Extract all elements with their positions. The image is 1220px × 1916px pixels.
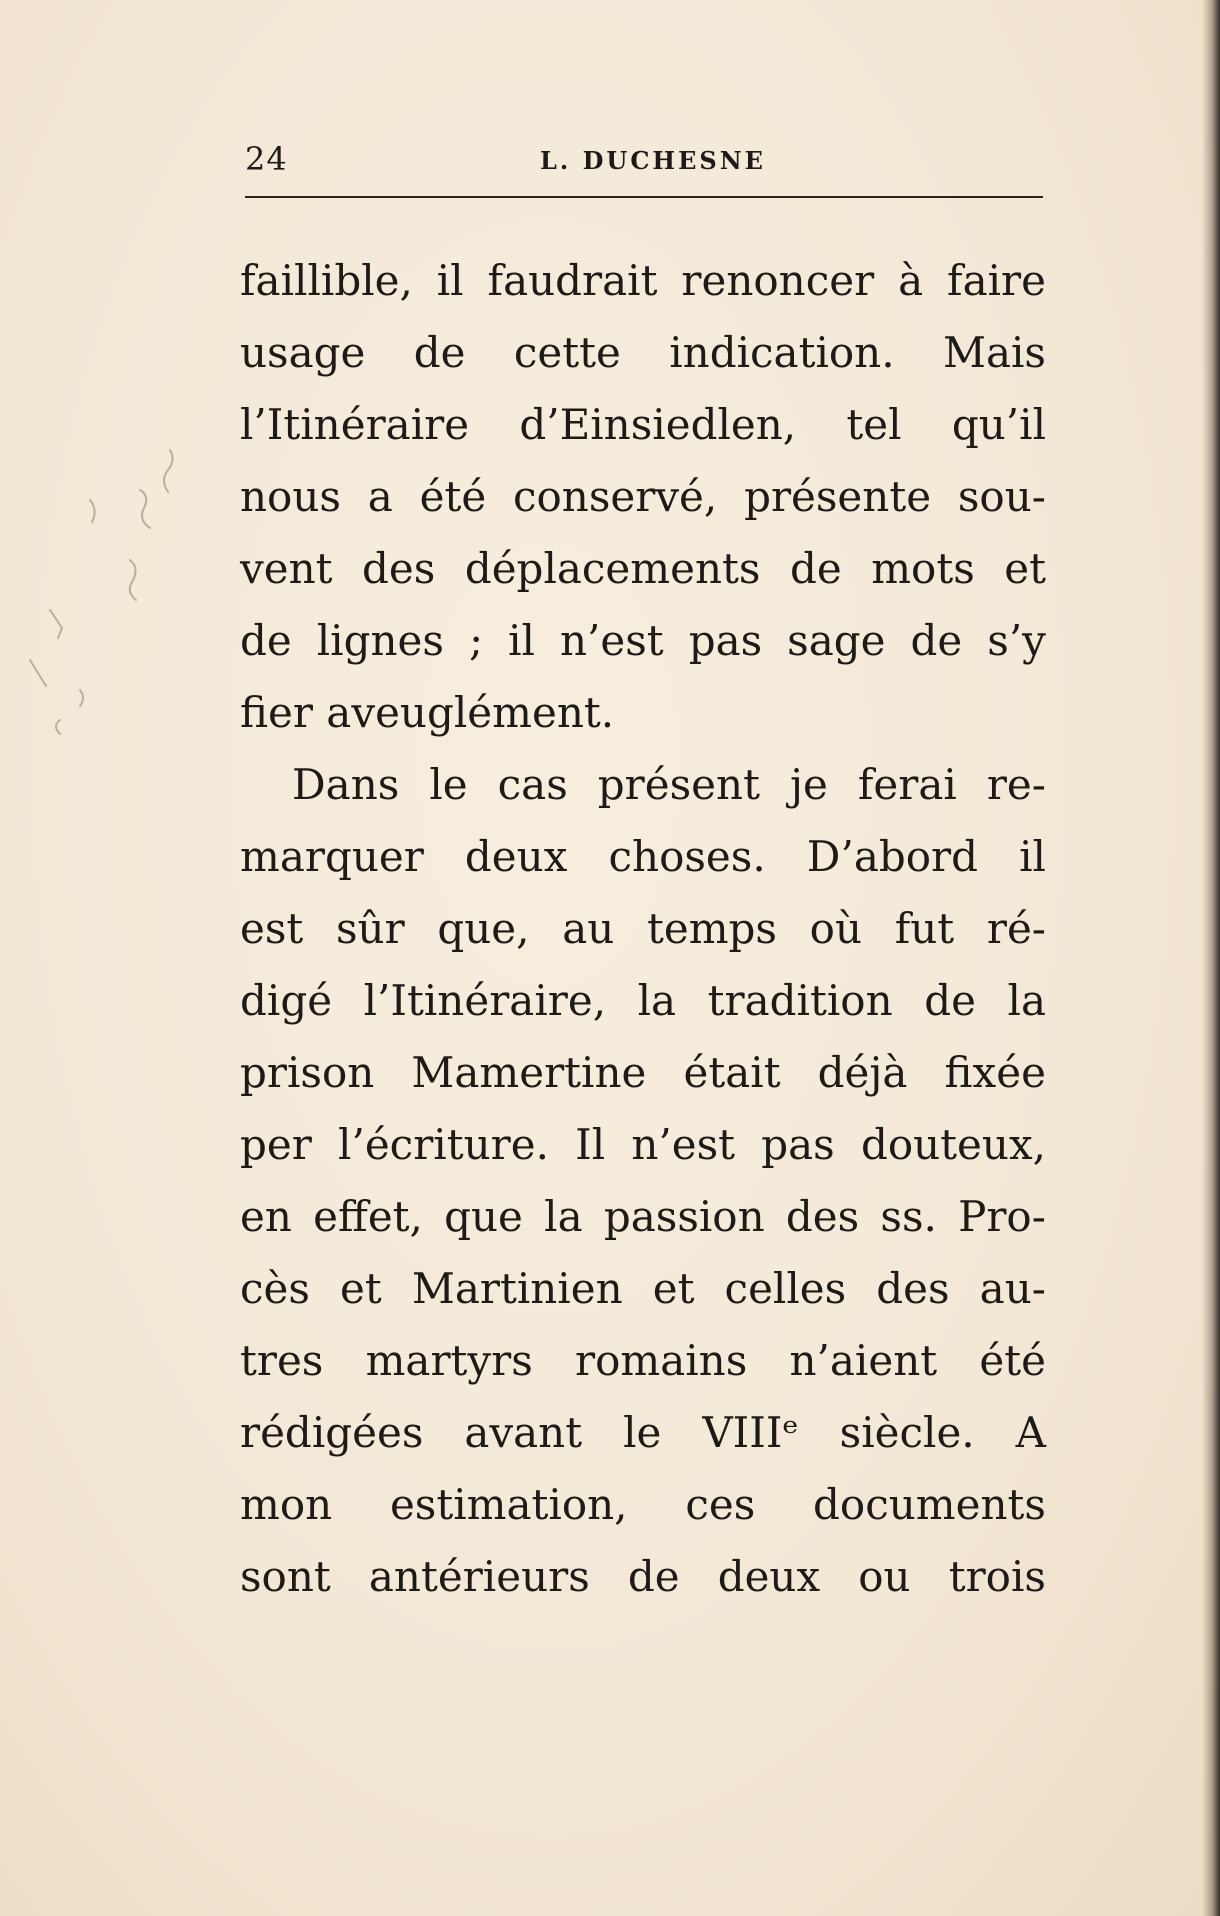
word: martyrs: [365, 1336, 533, 1385]
word: cas: [497, 760, 568, 809]
word: mon: [240, 1480, 333, 1529]
text-line: fier aveuglément.: [240, 688, 615, 737]
word: la: [1007, 976, 1046, 1025]
word: de: [910, 616, 963, 665]
word: des: [362, 544, 436, 593]
word: sont: [240, 1552, 331, 1601]
word: Martinien: [411, 1264, 623, 1313]
text-line: [240, 317, 1046, 389]
marginalia-stroke: [80, 690, 83, 706]
word: celles: [724, 1264, 847, 1313]
word: été: [979, 1336, 1046, 1385]
marginalia-stroke: [30, 660, 46, 686]
text-line: [240, 1469, 1046, 1541]
word: usage: [240, 328, 366, 377]
word: tradition: [707, 976, 893, 1025]
word: le: [623, 1408, 662, 1457]
word: de: [413, 328, 466, 377]
word: lignes: [316, 616, 444, 665]
word: des: [785, 1192, 860, 1241]
word: en: [240, 1192, 292, 1241]
word: l’Itinéraire,: [363, 976, 607, 1025]
text-line: [240, 245, 1046, 317]
text-line: [240, 1109, 1046, 1181]
word: à: [898, 256, 924, 305]
word: n’est: [560, 616, 664, 665]
word: était: [683, 1048, 781, 1097]
word: et: [340, 1264, 382, 1313]
word: douteux,: [860, 1120, 1046, 1169]
word: la: [637, 976, 677, 1025]
word: antérieurs: [368, 1552, 590, 1601]
word: deux: [717, 1552, 821, 1601]
pencil-marginalia: [20, 430, 210, 750]
word: il: [508, 616, 535, 665]
body-text: [240, 245, 1046, 1613]
word: l’Itinéraire: [240, 400, 470, 449]
word: déjà: [817, 1048, 908, 1097]
word: faire: [947, 256, 1046, 305]
word: Pro-: [958, 1192, 1046, 1241]
marginalia-stroke: [50, 610, 62, 638]
word: ces: [685, 1480, 756, 1529]
marginalia-stroke: [140, 490, 150, 528]
word: marquer: [240, 832, 424, 881]
word: déplacements: [464, 544, 761, 593]
word: le: [429, 760, 468, 809]
word: vent: [240, 544, 333, 593]
page-number: 24: [245, 140, 288, 178]
word: de: [627, 1552, 680, 1601]
word: des: [876, 1264, 950, 1313]
text-line: [240, 605, 1046, 677]
word: per: [240, 1120, 312, 1169]
word: été: [419, 472, 487, 521]
word: rédigées: [240, 1408, 424, 1457]
word: l’écriture.: [338, 1120, 549, 1169]
word: avant: [464, 1408, 583, 1457]
word: pas: [688, 616, 763, 665]
word: deux: [464, 832, 568, 881]
text-line: [240, 821, 1046, 893]
word: que,: [437, 904, 530, 953]
word: trois: [948, 1552, 1046, 1601]
word: a: [367, 472, 393, 521]
word: documents: [813, 1480, 1046, 1529]
page-header: [245, 140, 1043, 190]
word: siècle.: [839, 1408, 975, 1457]
text-line: [240, 749, 1046, 821]
word: fut: [894, 904, 955, 953]
word: de: [924, 976, 976, 1025]
word: estimation,: [389, 1480, 628, 1529]
word: s’y: [987, 616, 1046, 665]
word: n’est: [631, 1120, 736, 1169]
word: où: [809, 904, 863, 953]
word: la: [544, 1192, 583, 1241]
word: au: [562, 904, 615, 953]
word: ss.: [880, 1192, 937, 1241]
marginalia-stroke: [56, 720, 60, 734]
word: et: [652, 1264, 695, 1313]
word: cès: [240, 1264, 310, 1313]
header-rule: [245, 196, 1043, 198]
word: sûr: [335, 904, 405, 953]
word: ré-: [986, 904, 1046, 953]
word: nous: [240, 472, 341, 521]
word: au-: [979, 1264, 1046, 1313]
word: A: [1015, 1408, 1046, 1457]
text-line: [240, 1397, 1046, 1469]
text-line: [240, 389, 1046, 461]
word: prison: [240, 1048, 375, 1097]
word: ;: [468, 616, 484, 665]
word: tres: [240, 1336, 324, 1385]
word: mots: [871, 544, 975, 593]
word: cette: [513, 328, 621, 377]
marginalia-stroke: [164, 450, 173, 492]
text-line: [240, 1181, 1046, 1253]
word: est: [240, 904, 304, 953]
word: renoncer: [681, 256, 875, 305]
page-edge-shadow: [1202, 0, 1220, 1916]
word: fixée: [944, 1048, 1046, 1097]
word: Il: [575, 1120, 606, 1169]
word: re-: [986, 760, 1046, 809]
word: et: [1004, 544, 1046, 593]
word: indication.: [669, 328, 895, 377]
text-line: [240, 1253, 1046, 1325]
word: que: [444, 1192, 523, 1241]
word: d’Einsiedlen,: [519, 400, 797, 449]
word: ou: [858, 1552, 911, 1601]
word: ferai: [857, 760, 957, 809]
text-line: [240, 965, 1046, 1037]
text-line: [240, 1541, 1046, 1613]
word: qu’il: [951, 400, 1046, 449]
word: Mais: [942, 328, 1046, 377]
word: présent: [597, 760, 760, 809]
text-line: [240, 893, 1046, 965]
word: Dans: [292, 760, 400, 809]
text-line: [240, 461, 1046, 533]
word: faillible,: [240, 256, 413, 305]
word: VIIIᵉ: [702, 1408, 799, 1457]
word: effet,: [313, 1192, 423, 1241]
word: temps: [646, 904, 777, 953]
text-line: [240, 533, 1046, 605]
word: Mamertine: [411, 1048, 647, 1097]
text-line: [240, 1037, 1046, 1109]
marginalia-stroke: [90, 500, 95, 522]
word: il: [436, 256, 464, 305]
word: de: [240, 616, 292, 665]
word: choses.: [608, 832, 766, 881]
word: sou-: [957, 472, 1046, 521]
running-head: L. DUCHESNE: [540, 146, 766, 175]
word: passion: [603, 1192, 765, 1241]
word: présente: [744, 472, 932, 521]
word: faudrait: [487, 256, 658, 305]
word: digé: [240, 976, 333, 1025]
word: conservé,: [512, 472, 718, 521]
word: de: [789, 544, 842, 593]
marginalia-stroke: [130, 560, 136, 600]
word: sage: [787, 616, 886, 665]
word: romains: [575, 1336, 748, 1385]
word: tel: [846, 400, 902, 449]
text-line: [240, 1325, 1046, 1397]
word: il: [1019, 832, 1046, 881]
word: n’aient: [789, 1336, 938, 1385]
word: D’abord: [806, 832, 978, 881]
word: je: [789, 760, 828, 809]
word: pas: [761, 1120, 835, 1169]
